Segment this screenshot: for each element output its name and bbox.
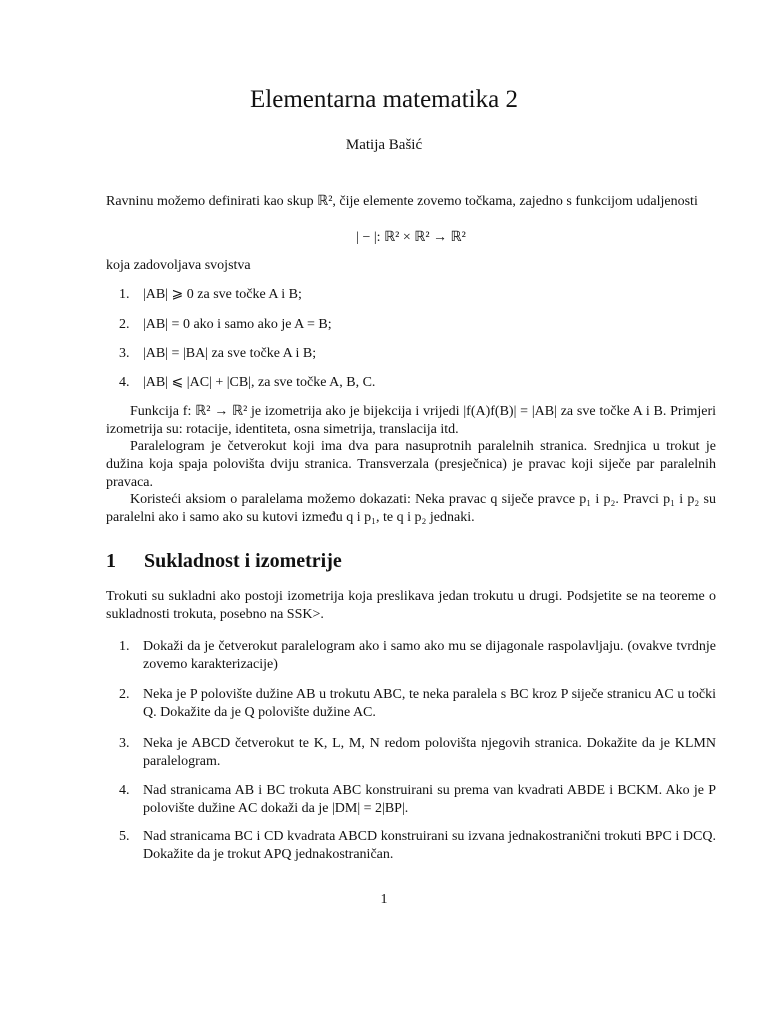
property-number: 4. — [119, 375, 130, 390]
property-number: 2. — [119, 317, 130, 332]
document-author: Matija Bašić — [345, 137, 423, 153]
property-text: |AB| ⩽ |AC| + |CB|, za sve točke A, B, C. — [143, 375, 376, 390]
axiom-paragraph: Koristeći aksiom o paralelama možemo dokazati: Neka pravac q siječe pravce p₁ i p₂. Pravci p₁ i p₂ su paralelni ako i samo ako su kutovi između q i p₁, te q i p₂ jednaki. — [106, 492, 716, 525]
property-item — [121, 374, 716, 392]
section-number: 1 — [106, 550, 116, 572]
property-item — [121, 316, 716, 334]
section-heading — [106, 550, 342, 573]
property-text: |AB| = |BA| za sve točke A i B; — [143, 346, 317, 361]
intro-paragraph: Ravninu možemo definirati kao skup ℝ², čije elemente zovemo točkama, zajedno s funkcijom udaljenosti — [106, 194, 698, 209]
property-item — [121, 345, 716, 363]
exercise-text: Nad stranicama AB i BC trokuta ABC konstruirani su prema van kvadrati ABDE i BCKM. Ako je P polovište dužine AC dokaži da je |DM| = 2|BP|. — [143, 783, 716, 816]
exercise-item — [121, 735, 716, 771]
isometry-paragraph: Funkcija f: ℝ² → ℝ² je izometrija ako je bijekcija i vrijedi |f(A)f(B)| = |AB| za sve točke A i B. Primjeri izometrija su: rotacije, identiteta, osna simetrija, translacija itd. — [106, 404, 716, 437]
exercise-item — [121, 828, 716, 864]
exercise-number: 3. — [119, 736, 130, 751]
exercise-item — [121, 638, 716, 674]
distance-formula: | − |: ℝ² × ℝ² → ℝ² — [356, 230, 466, 245]
parallelogram-paragraph: Paralelogram je četverokut koji ima dva para nasuprotnih paralelnih stranica. Srednjica u trokut je dužina koja spaja polovišta dviju stranica. Transverzala (presječnica) je pravac koji siječe par paralelnih pravaca. — [106, 439, 716, 490]
exercise-number: 1. — [119, 639, 130, 654]
exercise-text: Neka je P polovište dužine AB u trokutu ABC, te neka paralela s BC kroz P siječe stranicu AC u točki Q. Dokažite da je Q polovište dužine AC. — [143, 687, 716, 720]
property-number: 1. — [119, 287, 130, 302]
property-item — [121, 286, 716, 304]
property-text: |AB| = 0 ako i samo ako je A = B; — [143, 317, 332, 332]
exercise-item — [121, 686, 716, 722]
intro-continuation: koja zadovoljava svojstva — [106, 258, 251, 273]
exercise-text: Neka je ABCD četverokut te K, L, M, N redom polovišta njegovih stranica. Dokažite da je KLMN paralelogram. — [143, 736, 716, 769]
section-intro: Trokuti su sukladni ako postoji izometrija koja preslikava jedan trokutu u drugi. Podsjetite se na teoreme o sukladnosti trokuta, posebno na SSK>. — [106, 589, 716, 622]
property-text: |AB| ⩾ 0 za sve točke A i B; — [143, 287, 302, 302]
page-number: 1 — [380, 892, 388, 907]
exercise-number: 2. — [119, 687, 130, 702]
exercise-number: 4. — [119, 783, 130, 798]
exercise-item — [121, 782, 716, 818]
section-title: Sukladnost i izometrije — [144, 550, 342, 572]
document-title: Elementarna matematika 2 — [250, 86, 518, 113]
exercise-text: Nad stranicama BC i CD kvadrata ABCD konstruirani su izvana jednakostranični trokuti BPC i DCQ. Dokažite da je trokut APQ jednakostraničan. — [143, 829, 716, 862]
property-number: 3. — [119, 346, 130, 361]
exercise-text: Dokaži da je četverokut paralelogram ako i samo ako mu se dijagonale raspolavljaju. (ovakve tvrdnje zovemo karakterizacije) — [143, 639, 716, 672]
exercise-number: 5. — [119, 829, 130, 844]
